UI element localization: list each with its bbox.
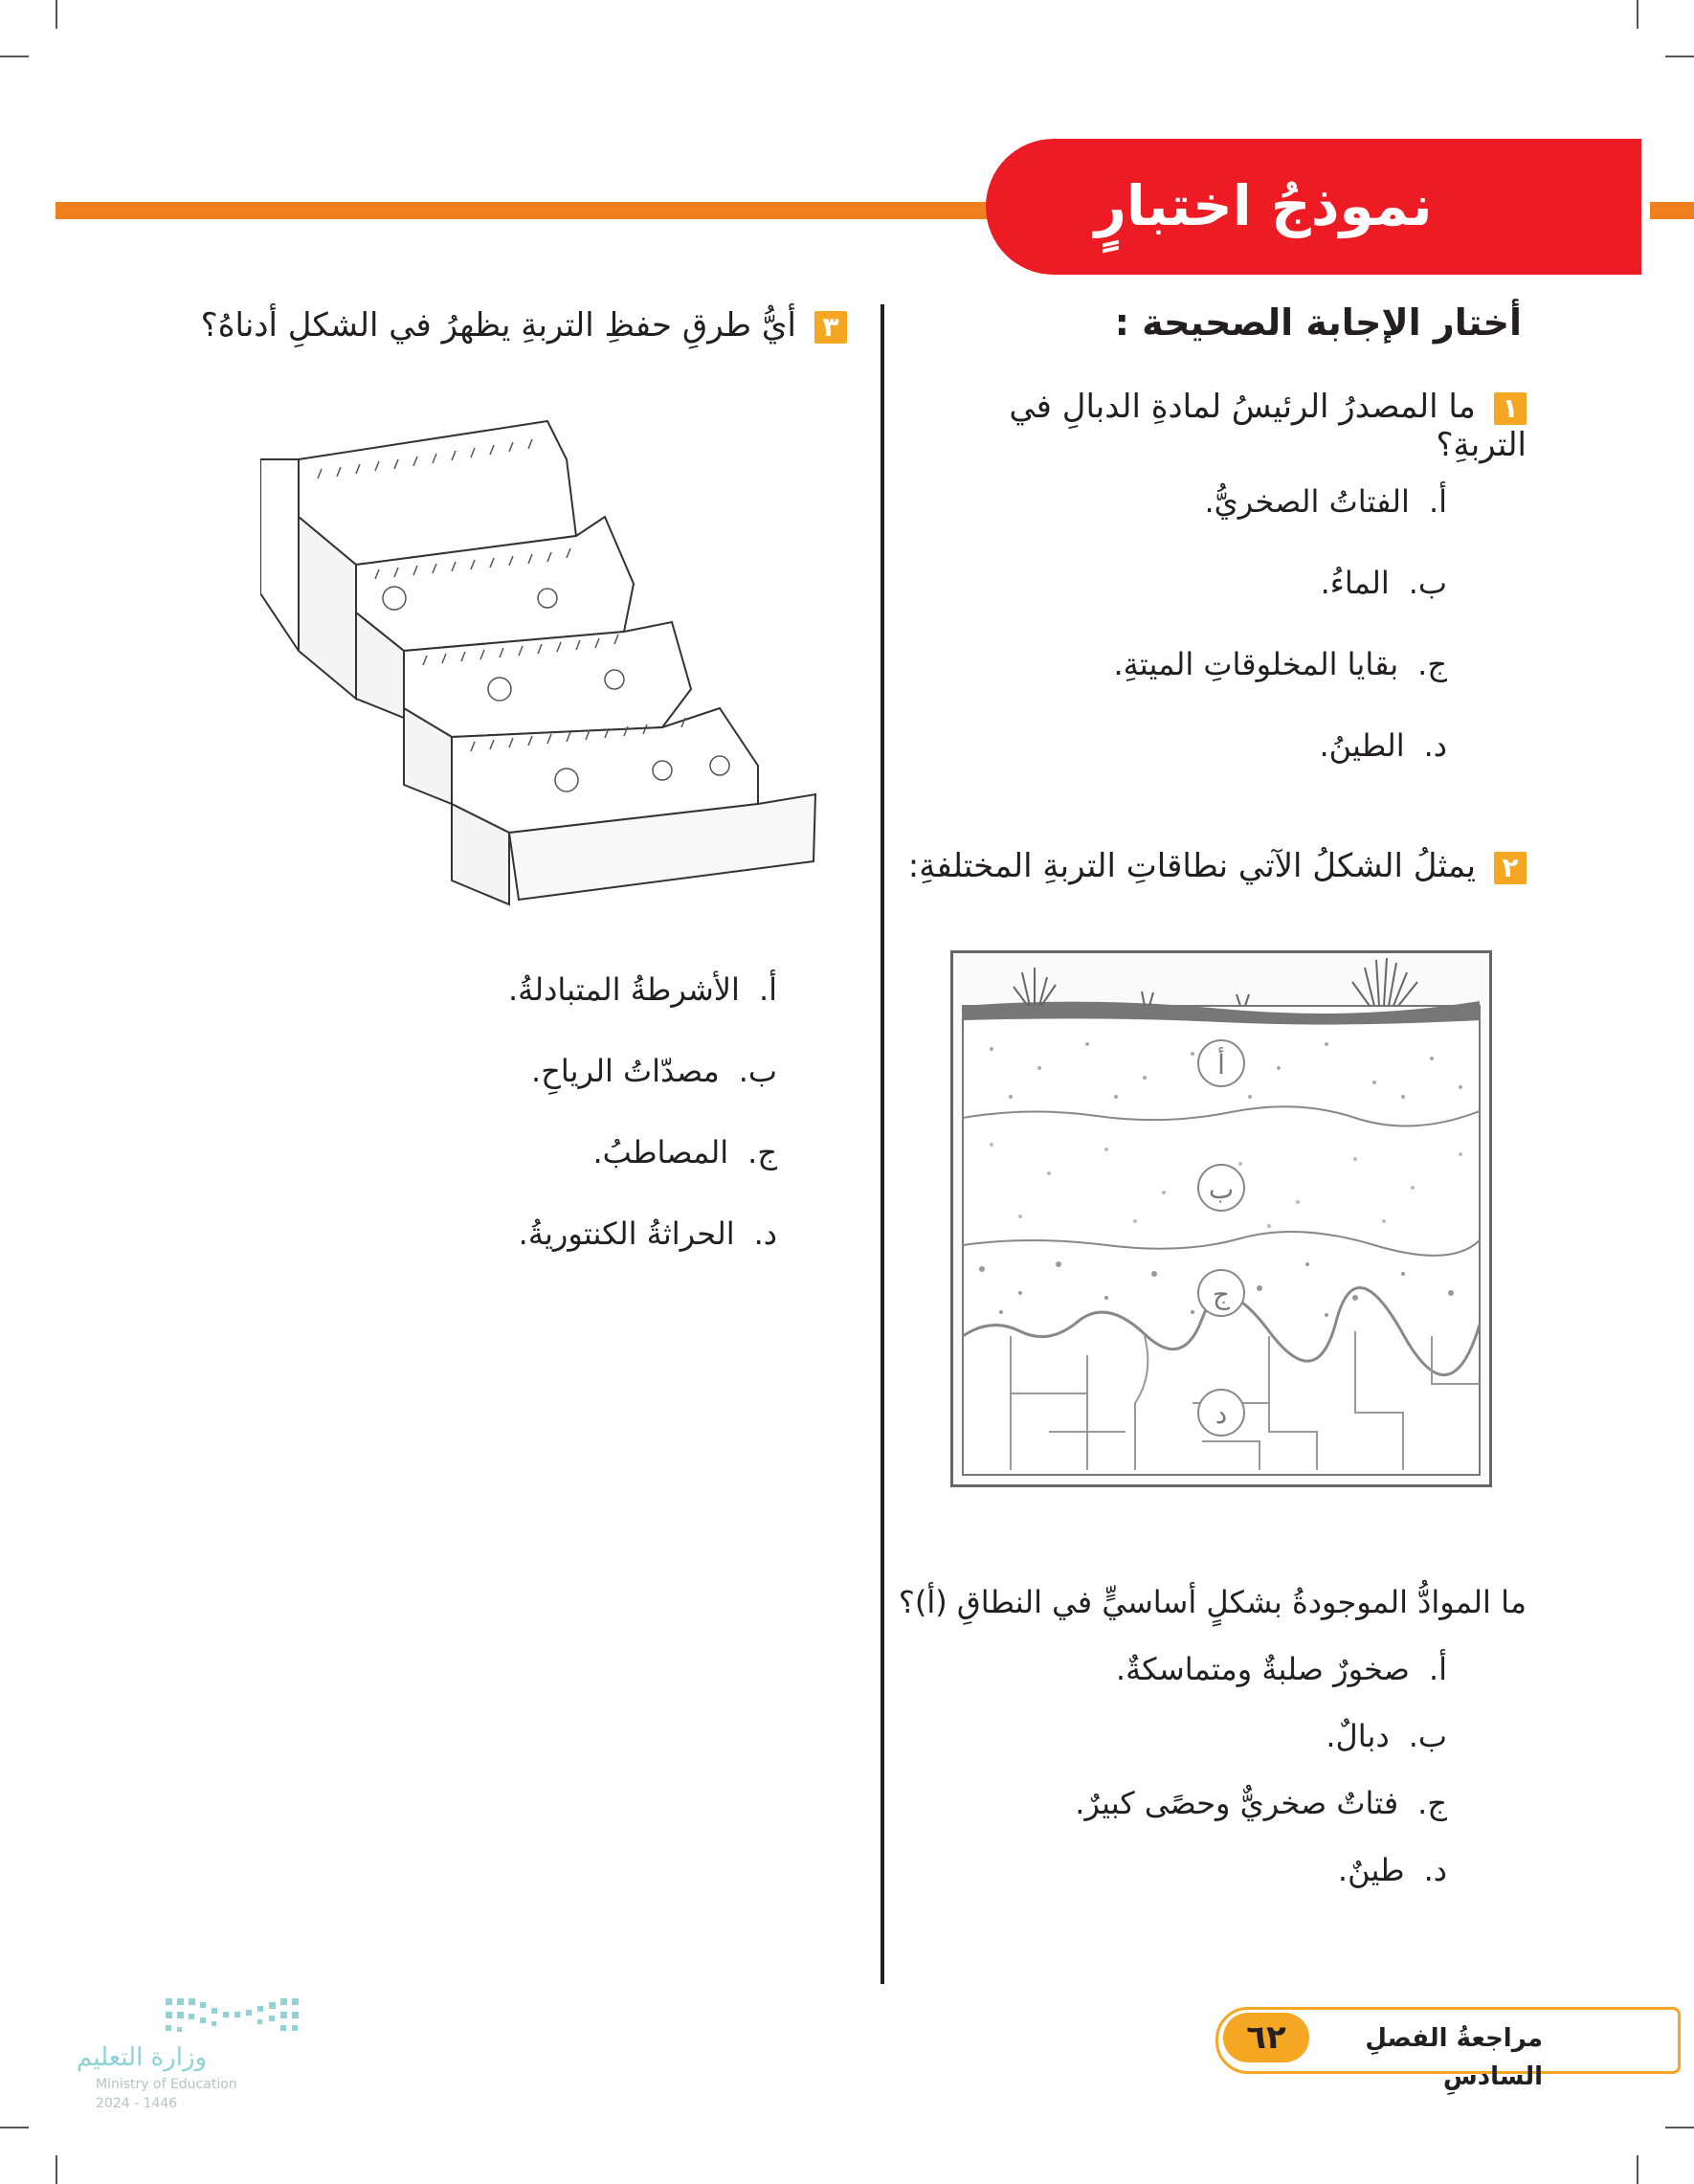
grass-left <box>1014 968 1249 1006</box>
q2-option-c[interactable] <box>930 1785 1447 1821</box>
question-number: ٣ <box>814 311 847 344</box>
question-text: يمثلُ الشكلُ الآتي نطاقاتِ التربةِ المختلفةِ: <box>907 847 1476 885</box>
soil-profile-figure <box>950 950 1492 1487</box>
zone-label-a: أ <box>1217 1049 1225 1081</box>
q3-option-a[interactable] <box>299 971 777 1008</box>
crop-mark <box>1637 0 1638 29</box>
q1-option-d[interactable] <box>969 727 1447 764</box>
q2-option-d[interactable] <box>930 1852 1447 1888</box>
q3-option-b[interactable] <box>299 1053 777 1089</box>
question-number: ٢ <box>1494 852 1527 884</box>
zone-label-d: د <box>1215 1398 1228 1430</box>
q2-sub-question: ما الموادُّ الموجودةُ بشكلٍ أساسيٍّ في النطاقِ (أ)؟ <box>898 1584 1527 1620</box>
question-2 <box>857 847 1527 885</box>
option-text: مصدّاتُ الرياحِ. <box>531 1053 720 1089</box>
terraces-diagram <box>260 402 833 914</box>
option-letter: د. <box>753 1215 777 1252</box>
instruction: أختار الإجابة الصحيحة : <box>1114 301 1522 344</box>
crop-mark <box>1665 2127 1694 2128</box>
option-letter: ج. <box>747 1134 777 1170</box>
option-text: الماءُ. <box>1320 565 1390 601</box>
page-title: نموذجُ اختبارٍ <box>1094 173 1433 238</box>
grass-right <box>1352 958 1417 1006</box>
option-letter: أ. <box>758 971 777 1008</box>
ministry-logo-icon <box>158 1991 311 2039</box>
option-letter: ب. <box>1408 565 1447 601</box>
soil-profile-diagram <box>953 953 1489 1484</box>
q1-option-c[interactable] <box>969 646 1447 682</box>
option-letter: أ. <box>1428 483 1447 520</box>
q2-option-a[interactable] <box>930 1651 1447 1687</box>
question-3 <box>177 306 847 345</box>
crop-mark <box>56 0 57 29</box>
q3-option-d[interactable] <box>299 1215 777 1252</box>
ministry-name-ar: وزارة التعليم <box>77 2043 208 2072</box>
q3-option-c[interactable] <box>299 1134 777 1170</box>
option-text: الطينُ. <box>1319 727 1405 764</box>
edition-year: 2024 - 1446 <box>96 2096 178 2111</box>
question-text: أيُّ طرقِ حفظِ التربةِ يظهرُ في الشكلِ أدناهُ؟ <box>200 306 796 345</box>
question-1 <box>933 388 1527 464</box>
crop-mark <box>1637 2155 1638 2184</box>
header-bar <box>56 202 1022 219</box>
question-number: ١ <box>1494 392 1527 425</box>
q2-option-b[interactable] <box>930 1718 1447 1754</box>
option-letter: د. <box>1423 727 1447 764</box>
option-text: طينٌ. <box>1337 1852 1405 1888</box>
option-letter: ج. <box>1417 1785 1447 1821</box>
option-text: فتاتٌ صخريٌّ وحصًى كبيرٌ. <box>1075 1785 1399 1821</box>
option-text: الأشرطةُ المتبادلةُ. <box>508 971 740 1008</box>
q1-option-a[interactable] <box>969 483 1447 520</box>
crop-mark <box>0 2127 29 2128</box>
option-letter: أ. <box>1428 1651 1447 1687</box>
ministry-name-en: Ministry of Education <box>96 2077 237 2092</box>
crop-mark <box>56 2155 57 2184</box>
header-bar-right <box>1650 202 1694 219</box>
option-letter: د. <box>1423 1852 1447 1888</box>
column-divider <box>880 304 884 1984</box>
zone-label-b: ب <box>1208 1173 1235 1205</box>
option-text: الحراثةُ الكنتوريةُ. <box>518 1215 735 1252</box>
option-text: بقايا المخلوقاتِ الميتةِ. <box>1113 646 1399 682</box>
chapter-label: مراجعةُ الفصلِ السادسِ <box>1365 2024 1543 2091</box>
option-letter: ج. <box>1417 646 1447 682</box>
option-letter: ب. <box>1408 1718 1447 1754</box>
page-number: ٦٢ <box>1223 2013 1309 2062</box>
option-letter: ب. <box>738 1053 777 1089</box>
zone-label-c: ج <box>1212 1279 1231 1310</box>
option-text: الفتاتُ الصخريُّ. <box>1204 483 1410 520</box>
q1-option-b[interactable] <box>969 565 1447 601</box>
terraces-figure <box>260 402 833 914</box>
option-text: دبالٌ. <box>1326 1718 1390 1754</box>
question-text: ما المصدرُ الرئيسُ لمادةِ الدبالِ في التربةِ؟ <box>1009 388 1527 464</box>
crop-mark <box>1665 56 1694 57</box>
option-text: صخورٌ صلبةٌ ومتماسكةٌ. <box>1115 1651 1410 1687</box>
option-text: المصاطبُ. <box>592 1134 729 1170</box>
crop-mark <box>0 56 29 57</box>
